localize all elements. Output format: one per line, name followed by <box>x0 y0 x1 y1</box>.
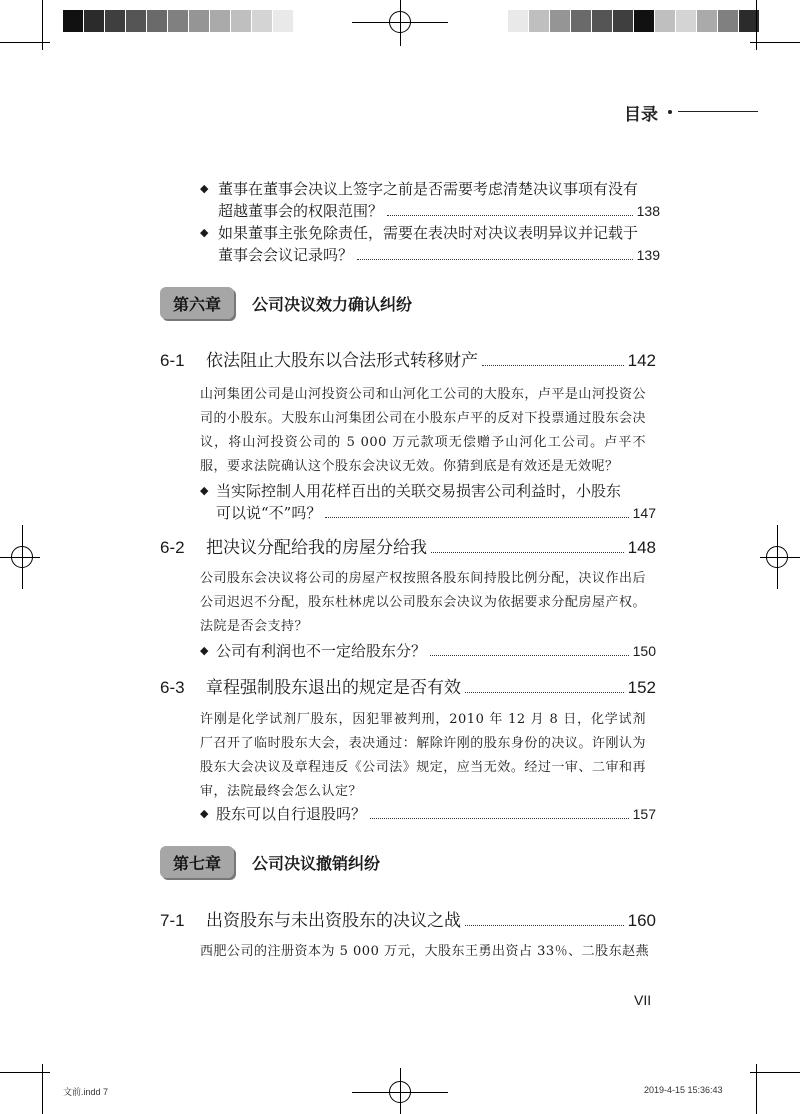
color-swatch <box>84 10 105 32</box>
diamond-bullet-icon: ◆ <box>200 644 209 657</box>
section-summary: 山河集团公司是山河投资公司和山河化工公司的大股东，卢平是山河投资公司的小股东。大股东山河集团公司在小股东卢平的反对下投票通过股东会决议，将山河投资公司的 5 000 万元款项无偿赠予山河化工公司。卢平不服，要求法院确认这个股东会决议无效。你猜到底是有效还是无效呢？ <box>200 387 646 474</box>
color-swatch <box>592 10 613 32</box>
registration-circle <box>389 11 411 33</box>
page-number: 157 <box>632 806 656 822</box>
color-swatch <box>105 10 126 32</box>
entry-text: 公司有利润也不一定给股东分？ <box>216 642 427 660</box>
page-header-title: 目录 <box>624 105 658 125</box>
section-number: 7-1 <box>160 911 185 930</box>
diamond-bullet-icon: ◆ <box>200 226 209 239</box>
toc-section-entry[interactable] <box>160 346 656 371</box>
section-title: 章程强制股东退出的规定是否有效 <box>206 678 461 698</box>
page-number: 138 <box>636 203 660 219</box>
dot-leader <box>325 502 628 518</box>
registration-circle <box>766 546 788 568</box>
file-slug: 文前.indd 7 <box>63 1087 109 1097</box>
crop-mark <box>42 1064 43 1114</box>
color-swatch <box>529 10 550 32</box>
entry-text-line1: 当实际控制人用花样百出的关联交易损害公司利益时，小股东 <box>216 482 622 500</box>
color-swatch <box>210 10 231 32</box>
section-title: 把决议分配给我的房屋分给我 <box>206 538 427 558</box>
page-number: 148 <box>627 538 656 557</box>
color-swatch <box>147 10 168 32</box>
color-swatch <box>571 10 592 32</box>
entry-text-line2: 可以说“不”吗？ <box>216 504 322 522</box>
toc-sub-entry[interactable] <box>200 803 656 825</box>
color-swatch <box>252 10 273 32</box>
entry-text-line1: 董事在董事会决议上签字之前是否需要考虑清楚决议事项有没有 <box>218 180 639 198</box>
crop-mark <box>750 42 800 43</box>
chapter-heading[interactable] <box>160 286 412 320</box>
color-swatch <box>63 10 84 32</box>
registration-circle <box>11 546 33 568</box>
chapter-title: 公司决议效力确认纠纷 <box>252 294 413 314</box>
section-title: 依法阻止大股东以合法形式转移财产 <box>206 351 478 371</box>
color-swatch <box>126 10 147 32</box>
entry-text-line2: 董事会会议记录吗？ <box>218 246 354 264</box>
color-swatch <box>634 10 655 32</box>
toc-bullet-entry[interactable] <box>200 178 660 222</box>
dot-leader <box>431 552 624 553</box>
header-rule <box>678 111 758 112</box>
entry-text: 股东可以自行退股吗？ <box>216 805 367 823</box>
color-swatch <box>508 10 529 32</box>
color-swatch <box>189 10 210 32</box>
section-title: 出资股东与未出资股东的决议之战 <box>206 911 461 931</box>
chapter-label: 第七章 <box>160 846 234 878</box>
crop-mark <box>42 0 43 50</box>
toc-sub-entry[interactable] <box>200 640 656 662</box>
section-number: 6-2 <box>160 538 185 557</box>
toc-section-entry[interactable] <box>160 673 656 698</box>
section-summary: 西肥公司的注册资本为 5 000 万元，大股东王勇出资占 33％、二股东赵燕 <box>200 944 650 959</box>
color-swatch <box>273 10 294 32</box>
chapter-label: 第六章 <box>160 287 234 319</box>
dot-leader <box>465 692 624 693</box>
crop-mark <box>750 1072 800 1073</box>
toc-section-entry[interactable] <box>160 906 656 931</box>
color-bar-right <box>508 10 760 32</box>
entry-text-line2: 超越董事会的权限范围？ <box>218 202 384 220</box>
dot-leader <box>465 925 624 926</box>
dot-leader <box>387 200 633 216</box>
page-number: 150 <box>632 643 656 659</box>
diamond-bullet-icon: ◆ <box>200 182 209 195</box>
dot-leader <box>482 365 624 366</box>
crop-mark <box>756 0 757 50</box>
toc-bullet-entry[interactable] <box>200 222 660 266</box>
diamond-bullet-icon: ◆ <box>200 484 209 497</box>
chapter-title: 公司决议撤销纠纷 <box>252 853 381 873</box>
page-number: 142 <box>627 351 656 370</box>
page-number: 139 <box>636 247 660 263</box>
section-summary: 许刚是化学试剂厂股东，因犯罪被判刑，2010 年 12 月 8 日，化学试剂厂召开了临时股东大会，表决通过：解除许刚的股东身份的决议。许刚认为股东大会决议及章程违反《公司法》规定，应当无效。经过一审、二审和再审，法院最终会怎么认定？ <box>200 712 646 799</box>
color-swatch <box>697 10 718 32</box>
toc-section-entry[interactable] <box>160 533 656 558</box>
page-number: 160 <box>627 911 656 930</box>
header-dot <box>668 110 672 114</box>
chapter-heading[interactable] <box>160 845 380 879</box>
page-number: 152 <box>627 678 656 697</box>
section-summary: 公司股东会决议将公司的房屋产权按照各股东间持股比例分配，决议作出后公司迟迟不分配，股东杜林虎以公司股东会决议为依据要求分配房屋产权。法院是否会支持？ <box>200 571 646 634</box>
color-swatch <box>655 10 676 32</box>
dot-leader <box>357 244 633 260</box>
color-swatch <box>231 10 252 32</box>
color-swatch <box>718 10 739 32</box>
dot-leader <box>430 640 629 656</box>
section-number: 6-1 <box>160 351 185 370</box>
color-swatch <box>676 10 697 32</box>
diamond-bullet-icon: ◆ <box>200 807 209 820</box>
section-number: 6-3 <box>160 678 185 697</box>
crop-mark <box>756 1064 757 1114</box>
color-swatch <box>613 10 634 32</box>
color-swatch <box>168 10 189 32</box>
page-number: 147 <box>632 505 656 521</box>
toc-sub-entry[interactable] <box>200 480 656 524</box>
dot-leader <box>370 803 629 819</box>
entry-text-line1: 如果董事主张免除责任，需要在表决时对决议表明异议并记载于 <box>218 224 639 242</box>
page-folio: VII <box>634 992 652 1008</box>
color-swatch <box>550 10 571 32</box>
date-slug: 2019-4-15 15:36:43 <box>644 1085 723 1095</box>
registration-circle <box>389 1081 411 1103</box>
color-bar-left <box>63 10 294 32</box>
